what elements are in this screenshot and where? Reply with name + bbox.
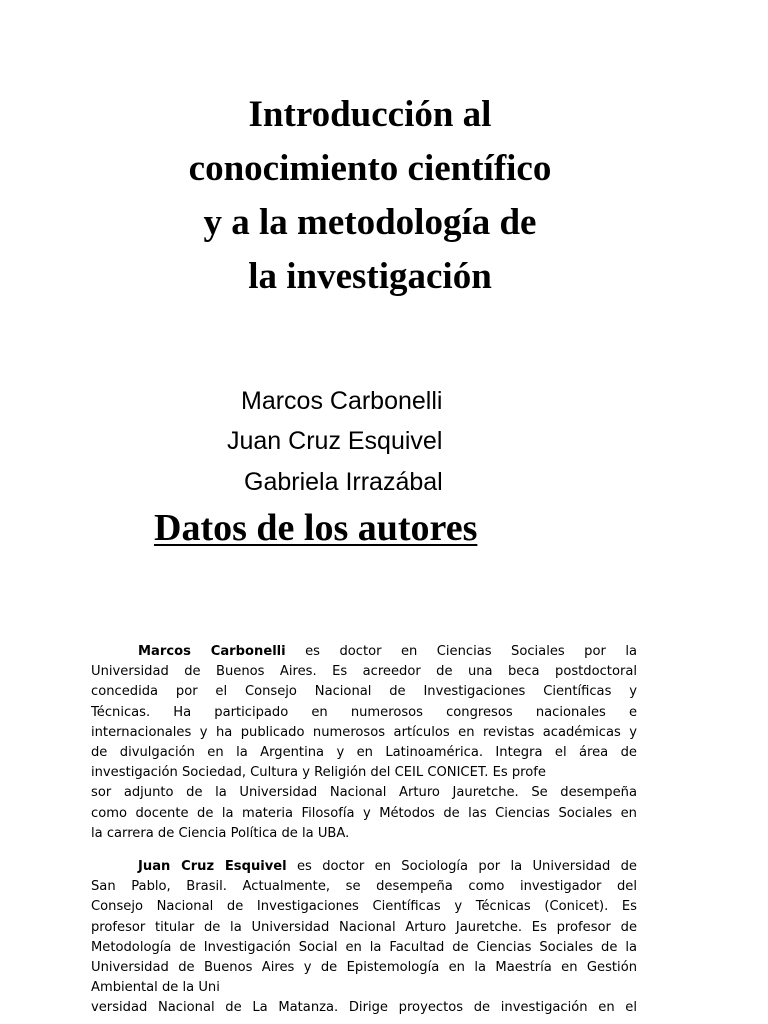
author-name: Juan Cruz Esquivel	[227, 427, 443, 455]
title-line: la investigación	[248, 256, 492, 297]
bio-line: Metodología de Investigación Social en la Facultad de Ciencias Sociales de la	[91, 939, 637, 955]
title-line: conocimiento científico	[188, 148, 552, 189]
bio-author-name: Marcos Carbonelli	[138, 644, 286, 659]
bio-line: concedida por el Consejo Nacional de Investigaciones Científicas y	[91, 684, 637, 700]
bio-line: internacionales y ha publicado numerosos artículos en revistas académicas y	[91, 724, 637, 740]
bio-line: Técnicas. Ha participado en numerosos congresos nacionales e	[91, 704, 637, 720]
bio-line: investigación Sociedad, Cultura y Religión del CEIL CONICET. Es profe	[91, 765, 546, 781]
bio-line: de divulgación en la Argentina y en Latinoamérica. Integra el área de	[91, 745, 637, 761]
bio-line: Universidad de Buenos Aires y de Epistemología en la Maestría en Gestión	[91, 960, 637, 976]
document-title	[0, 88, 740, 304]
section-heading: Datos de los autores	[154, 507, 478, 549]
title-line: Introducción al	[248, 94, 492, 135]
bio-line: Ambiental de la Uni	[91, 980, 220, 996]
bio-line: sor adjunto de la Universidad Nacional Arturo Jauretche. Se desempeña	[91, 785, 637, 801]
author-name: Marcos Carbonelli	[241, 387, 443, 415]
bio-line: profesor titular de la Universidad Nacional Arturo Jauretche. Es profesor de	[91, 919, 637, 935]
title-line: y a la metodología de	[203, 202, 537, 243]
bio-author-name: Juan Cruz Esquivel	[138, 859, 287, 874]
bio-line: Universidad de Buenos Aires. Es acreedor de una beca postdoctoral	[91, 664, 637, 680]
author-bio-esquivel	[91, 857, 637, 1019]
bio-line: Marcos Carbonelli es doctor en Ciencias Sociales por la	[138, 644, 637, 659]
bio-line: Consejo Nacional de Investigaciones Científicas y Técnicas (Conicet). Es	[91, 899, 637, 915]
bio-line: versidad Nacional de La Matanza. Dirige proyectos de investigación en el	[91, 1000, 637, 1016]
bio-line: la carrera de Ciencia Política de la UBA.	[91, 825, 350, 841]
bio-line: Juan Cruz Esquivel es doctor en Sociología por la Universidad de	[138, 859, 637, 874]
author-bio-carbonelli	[91, 642, 637, 844]
bio-line: como docente de la materia Filosofía y Métodos de las Ciencias Sociales en	[91, 805, 637, 821]
author-name: Gabriela Irrazábal	[244, 468, 443, 496]
bio-line: San Pablo, Brasil. Actualmente, se desempeña como investigador del	[91, 879, 637, 895]
